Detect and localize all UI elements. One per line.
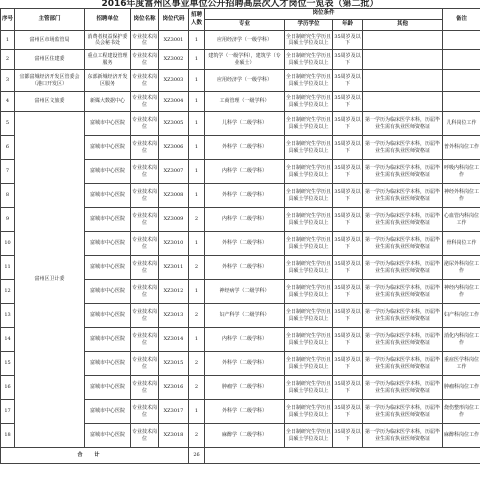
cell-post-code: XZ3012 — [159, 280, 189, 304]
cell-post-name: 专业技术岗位 — [131, 232, 159, 256]
cell-remark: 心血管内科岗位工作 — [443, 208, 480, 232]
header-unit: 招聘单位 — [85, 9, 131, 31]
cell-post-name: 专业技术岗位 — [131, 304, 159, 328]
cell-other: 第一学历为临床医学本科，历届毕业生需有执业医师资格证 — [363, 424, 443, 448]
cell-education: 全日制研究生学历且具硕士学位及以上 — [285, 328, 333, 352]
header-major: 专业 — [205, 20, 285, 31]
cell-education: 全日制研究生学历且具硕士学位及以上 — [285, 280, 333, 304]
cell-other — [363, 50, 443, 70]
cell-major: 肿瘤学（二级学科） — [205, 376, 285, 400]
cell-major: 妇产科学（二级学科） — [205, 304, 285, 328]
cell-post-name: 专业技术岗位 — [131, 424, 159, 448]
cell-post-code: XZ3017 — [159, 400, 189, 424]
cell-seq: 12 — [1, 280, 15, 304]
cell-unit: 富城市中心医院 — [85, 112, 131, 136]
cell-unit: 新媒大数据中心 — [85, 92, 131, 112]
cell-post-name: 专业技术岗位 — [131, 376, 159, 400]
cell-education: 全日制研究生学历且具硕士学位及以上 — [285, 304, 333, 328]
cell-count: 2 — [189, 304, 205, 328]
cell-education: 全日制研究生学历且具硕士学位及以上 — [285, 136, 333, 160]
cell-age: 35周岁及以下 — [333, 50, 363, 70]
cell-major: 内科学（二级学科） — [205, 208, 285, 232]
cell-remark: 呼吸内科岗位工作 — [443, 160, 480, 184]
cell-education: 全日制研究生学历且具硕士学位及以上 — [285, 376, 333, 400]
cell-count: 1 — [189, 70, 205, 92]
cell-other: 第一学历为临床医学本科，历届毕业生需有执业医师资格证 — [363, 328, 443, 352]
cell-major: 外科学（二级学科） — [205, 400, 285, 424]
cell-other: 第一学历为临床医学本科，历届毕业生需有执业医师资格证 — [363, 208, 443, 232]
total-count: 26 — [189, 448, 205, 464]
cell-seq: 1 — [1, 31, 15, 50]
cell-seq: 17 — [1, 400, 15, 424]
cell-education: 全日制研究生学历且具硕士学位及以上 — [285, 232, 333, 256]
cell-count: 1 — [189, 184, 205, 208]
cell-unit: 重点工程建设管理服务 — [85, 50, 131, 70]
cell-dept: 宜都富城经济开发区管委会（港口开发区） — [15, 70, 85, 92]
cell-seq: 8 — [1, 184, 15, 208]
header-count: 招聘人数 — [189, 9, 205, 31]
header-conditions: 岗位条件 — [205, 9, 443, 20]
cell-post-code: XZ3001 — [159, 31, 189, 50]
cell-major: 应用经济学（一级学科） — [205, 70, 285, 92]
cell-post-code: XZ3008 — [159, 184, 189, 208]
cell-age: 35周岁及以下 — [333, 184, 363, 208]
cell-other — [363, 70, 443, 92]
cell-count: 1 — [189, 232, 205, 256]
cell-seq: 4 — [1, 92, 15, 112]
cell-post-name: 专业技术岗位 — [131, 184, 159, 208]
cell-unit: 富城市中心医院 — [85, 328, 131, 352]
cell-count: 1 — [189, 280, 205, 304]
cell-seq: 16 — [1, 376, 15, 400]
header-other: 其他 — [363, 20, 443, 31]
cell-unit: 东部新城经济开发区服务 — [85, 70, 131, 92]
cell-other: 第一学历为临床医学本科，历届毕业生需有执业医师资格证 — [363, 136, 443, 160]
cell-remark: 妇产科岗位工作 — [443, 304, 480, 328]
cell-age: 35周岁及以下 — [333, 70, 363, 92]
cell-remark: 神经外科岗位工作 — [443, 184, 480, 208]
cell-seq: 3 — [1, 70, 15, 92]
cell-remark: 儿科岗位工作 — [443, 112, 480, 136]
cell-other: 第一学历为临床医学本科，历届毕业生需有执业医师资格证 — [363, 352, 443, 376]
cell-post-code: XZ3006 — [159, 136, 189, 160]
cell-seq: 15 — [1, 352, 15, 376]
cell-other: 第一学历为临床医学本科，历届毕业生需有执业医师资格证 — [363, 112, 443, 136]
cell-post-name: 专业技术岗位 — [131, 280, 159, 304]
cell-age: 35周岁及以下 — [333, 352, 363, 376]
cell-unit: 富城市中心医院 — [85, 424, 131, 448]
cell-education: 全日制研究生学历且具硕士学位及以上 — [285, 112, 333, 136]
cell-education: 全日制研究生学历且具硕士学位及以上 — [285, 31, 333, 50]
cell-post-name: 专业技术岗位 — [131, 256, 159, 280]
cell-post-code: XZ3015 — [159, 352, 189, 376]
cell-age: 35周岁及以下 — [333, 424, 363, 448]
cell-post-code: XZ3003 — [159, 70, 189, 92]
cell-remark: 烧伤整形岗位工作 — [443, 400, 480, 424]
cell-remark — [443, 50, 480, 70]
cell-dept: 富州区文旅委 — [15, 92, 85, 112]
cell-seq: 9 — [1, 208, 15, 232]
table-row — [1, 31, 480, 50]
cell-unit: 富城市中心医院 — [85, 256, 131, 280]
cell-major: 外科学（二级学科） — [205, 136, 285, 160]
cell-age: 35周岁及以下 — [333, 280, 363, 304]
cell-unit: 富城市中心医院 — [85, 208, 131, 232]
cell-remark: 肿瘤科岗位工作 — [443, 376, 480, 400]
cell-seq: 11 — [1, 256, 15, 280]
table-row — [1, 70, 480, 92]
cell-post-name: 专业技术岗位 — [131, 50, 159, 70]
cell-unit: 富城市中心医院 — [85, 400, 131, 424]
cell-major: 内科学（二级学科） — [205, 160, 285, 184]
cell-post-code: XZ3004 — [159, 92, 189, 112]
cell-other: 第一学历为临床医学本科，历届毕业生需有执业医师资格证 — [363, 280, 443, 304]
cell-seq: 2 — [1, 50, 15, 70]
cell-post-code: XZ3010 — [159, 232, 189, 256]
cell-education: 全日制研究生学历且具硕士学位及以上 — [285, 352, 333, 376]
cell-post-name: 专业技术岗位 — [131, 92, 159, 112]
cell-post-code: XZ3018 — [159, 424, 189, 448]
cell-age: 35周岁及以下 — [333, 160, 363, 184]
cell-post-name: 专业技术岗位 — [131, 31, 159, 50]
page-title: 2016年度富州区事业单位公开招聘高层次人才岗位一览表（第二批） — [101, 0, 379, 8]
cell-post-name: 专业技术岗位 — [131, 208, 159, 232]
cell-major: 外科学（二级学科） — [205, 352, 285, 376]
cell-remark — [443, 92, 480, 112]
cell-education: 全日制研究生学历且具硕士学位及以上 — [285, 208, 333, 232]
cell-post-code: XZ3016 — [159, 376, 189, 400]
cell-major: 建筑学（一级学科），建筑学（专业硕士） — [205, 50, 285, 70]
cell-post-name: 专业技术岗位 — [131, 328, 159, 352]
cell-remark: 骨科岗位工作 — [443, 232, 480, 256]
cell-unit: 富城市中心医院 — [85, 184, 131, 208]
cell-other: 第一学历为临床医学本科，历届毕业生需有执业医师资格证 — [363, 256, 443, 280]
total-row — [1, 448, 480, 464]
cell-remark — [443, 70, 480, 92]
table-row — [1, 92, 480, 112]
cell-post-name: 专业技术岗位 — [131, 136, 159, 160]
cell-seq: 7 — [1, 160, 15, 184]
cell-age: 35周岁及以下 — [333, 208, 363, 232]
cell-unit: 富城市中心医院 — [85, 352, 131, 376]
cell-remark: 麻醉科岗位工作 — [443, 424, 480, 448]
cell-remark: 神经内科岗位工作 — [443, 280, 480, 304]
cell-remark — [443, 31, 480, 50]
cell-post-code: XZ3009 — [159, 208, 189, 232]
cell-dept: 富州区市场监管局 — [15, 31, 85, 50]
cell-education: 全日制研究生学历且具硕士学位及以上 — [285, 184, 333, 208]
cell-count: 1 — [189, 31, 205, 50]
cell-other: 第一学历为临床医学本科，历届毕业生需有执业医师资格证 — [363, 304, 443, 328]
cell-unit: 富城市中心医院 — [85, 232, 131, 256]
cell-age: 35周岁及以下 — [333, 400, 363, 424]
cell-age: 35周岁及以下 — [333, 92, 363, 112]
total-empty — [205, 448, 480, 464]
cell-major: 外科学（二级学科） — [205, 184, 285, 208]
table-row — [1, 112, 480, 136]
cell-post-name: 专业技术岗位 — [131, 160, 159, 184]
cell-post-code: XZ3007 — [159, 160, 189, 184]
cell-post-name: 专业技术岗位 — [131, 70, 159, 92]
cell-unit: 富城市中心医院 — [85, 280, 131, 304]
cell-unit: 消费者权益保护委员会秘书处 — [85, 31, 131, 50]
cell-age: 35周岁及以下 — [333, 376, 363, 400]
cell-age: 35周岁及以下 — [333, 31, 363, 50]
cell-education: 全日制研究生学历且具硕士学位及以上 — [285, 256, 333, 280]
cell-education: 全日制研究生学历且具硕士学位及以上 — [285, 92, 333, 112]
cell-major: 外科学（二级学科） — [205, 232, 285, 256]
cell-count: 2 — [189, 352, 205, 376]
table-row — [1, 50, 480, 70]
cell-education: 全日制研究生学历且具硕士学位及以上 — [285, 400, 333, 424]
cell-count: 2 — [189, 256, 205, 280]
cell-count: 1 — [189, 160, 205, 184]
table-body — [1, 31, 480, 464]
cell-age: 35周岁及以下 — [333, 328, 363, 352]
cell-remark: 普外科岗位工作 — [443, 136, 480, 160]
cell-post-name: 专业技术岗位 — [131, 112, 159, 136]
cell-education: 全日制研究生学历且具硕士学位及以上 — [285, 70, 333, 92]
cell-seq: 10 — [1, 232, 15, 256]
header-post-code: 岗位代码 — [159, 9, 189, 31]
cell-remark: 重症医学科岗位工作 — [443, 352, 480, 376]
cell-major: 麻醉学（二级学科） — [205, 424, 285, 448]
cell-age: 35周岁及以下 — [333, 304, 363, 328]
cell-major: 应用经济学（一级学科） — [205, 31, 285, 50]
cell-count: 2 — [189, 376, 205, 400]
cell-post-code: XZ3005 — [159, 112, 189, 136]
cell-unit: 富城市中心医院 — [85, 136, 131, 160]
cell-major: 工商管理（一级学科） — [205, 92, 285, 112]
cell-age: 35周岁及以下 — [333, 112, 363, 136]
cell-education: 全日制研究生学历且具硕士学位及以上 — [285, 160, 333, 184]
cell-post-code: XZ3014 — [159, 328, 189, 352]
cell-education: 全日制研究生学历且具硕士学位及以上 — [285, 50, 333, 70]
cell-seq: 5 — [1, 112, 15, 136]
cell-dept-health: 富州区卫计委 — [15, 112, 85, 448]
header-age: 年龄 — [333, 20, 363, 31]
cell-count: 2 — [189, 208, 205, 232]
total-label: 合计 — [1, 448, 189, 464]
cell-post-code: XZ3002 — [159, 50, 189, 70]
cell-other: 第一学历为临床医学本科，历届毕业生需有执业医师资格证 — [363, 400, 443, 424]
header-seq: 序号 — [1, 9, 15, 31]
cell-post-name: 专业技术岗位 — [131, 352, 159, 376]
cell-count: 1 — [189, 50, 205, 70]
cell-other: 第一学历为临床医学本科，历届毕业生需有执业医师资格证 — [363, 184, 443, 208]
cell-remark: 消化内科岗位工作 — [443, 328, 480, 352]
cell-count: 1 — [189, 400, 205, 424]
cell-major: 神经病学（二级学科） — [205, 280, 285, 304]
cell-count: 1 — [189, 328, 205, 352]
cell-seq: 14 — [1, 328, 15, 352]
cell-unit: 富城市中心医院 — [85, 160, 131, 184]
cell-post-code: XZ3011 — [159, 256, 189, 280]
cell-dept: 富州区住建委 — [15, 50, 85, 70]
cell-major: 外科学（二级学科） — [205, 256, 285, 280]
recruitment-table — [0, 8, 480, 464]
cell-post-name: 专业技术岗位 — [131, 400, 159, 424]
cell-other — [363, 92, 443, 112]
cell-post-code: XZ3013 — [159, 304, 189, 328]
header-dept: 主管部门 — [15, 9, 85, 31]
cell-count: 1 — [189, 136, 205, 160]
cell-count: 1 — [189, 112, 205, 136]
header-remark: 备注 — [443, 9, 480, 31]
cell-major: 内科学（二级学科） — [205, 328, 285, 352]
cell-seq: 18 — [1, 424, 15, 448]
cell-other: 第一学历为临床医学本科，历届毕业生需有执业医师资格证 — [363, 376, 443, 400]
cell-other: 第一学历为临床医学本科，历届毕业生需有执业医师资格证 — [363, 160, 443, 184]
cell-other — [363, 31, 443, 50]
cell-count: 1 — [189, 92, 205, 112]
cell-unit: 富城市中心医院 — [85, 304, 131, 328]
cell-age: 35周岁及以下 — [333, 136, 363, 160]
cell-unit: 富城市中心医院 — [85, 376, 131, 400]
cell-seq: 6 — [1, 136, 15, 160]
cell-remark: 泌尿外科岗位工作 — [443, 256, 480, 280]
cell-age: 35周岁及以下 — [333, 232, 363, 256]
cell-major: 儿科学（二级学科） — [205, 112, 285, 136]
cell-count: 2 — [189, 424, 205, 448]
cell-education: 全日制研究生学历且具硕士学位及以上 — [285, 424, 333, 448]
cell-seq: 13 — [1, 304, 15, 328]
header-post-name: 岗位名称 — [131, 9, 159, 31]
header-education: 学历学位 — [285, 20, 333, 31]
cell-age: 35周岁及以下 — [333, 256, 363, 280]
cell-other: 第一学历为临床医学本科，历届毕业生需有执业医师资格证 — [363, 232, 443, 256]
